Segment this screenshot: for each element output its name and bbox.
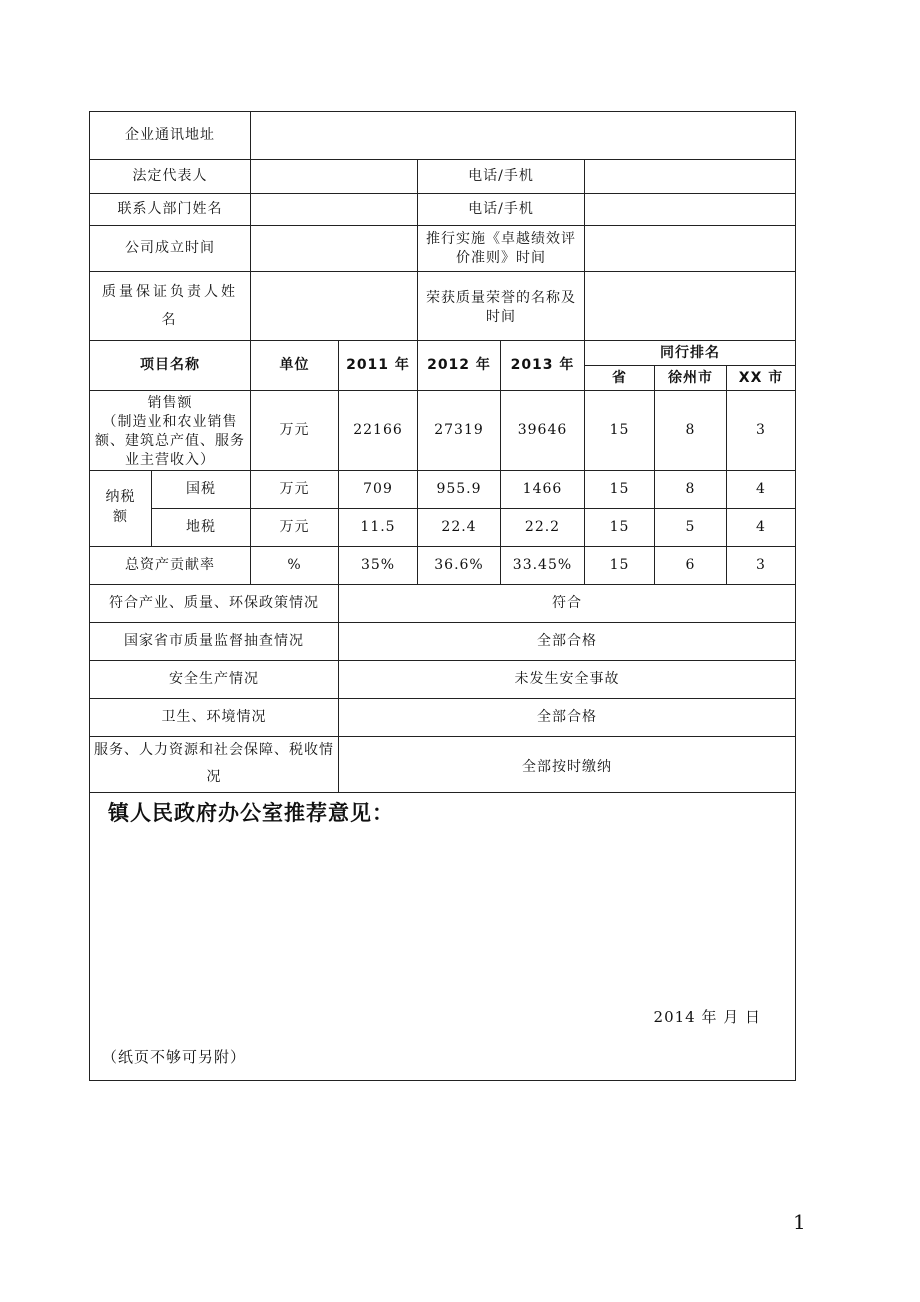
compliance-value-safety: 未发生安全事故 bbox=[339, 660, 796, 698]
xx-city-header: XX 市 bbox=[727, 366, 796, 391]
opinion-date: 2014 年 月 日 bbox=[653, 1007, 762, 1026]
asset-rate-rank-xuzhou: 6 bbox=[655, 546, 727, 584]
unit-header: 单位 bbox=[251, 341, 339, 391]
contact-label: 联系人部门姓名 bbox=[90, 194, 251, 226]
asset-rate-rank-province: 15 bbox=[585, 546, 655, 584]
quality-person-value-cell[interactable] bbox=[251, 272, 418, 341]
xuzhou-header: 徐州市 bbox=[655, 366, 727, 391]
founded-value-cell[interactable] bbox=[251, 226, 418, 272]
year-2012-header: 2012 年 bbox=[418, 341, 501, 391]
compliance-value-hygiene: 全部合格 bbox=[339, 698, 796, 736]
legal-rep-row bbox=[90, 160, 796, 194]
honor-label: 荣获质量荣誉的名称及时间 bbox=[418, 272, 585, 341]
sales-rank-province: 15 bbox=[585, 391, 655, 471]
honor-value-cell[interactable] bbox=[585, 272, 796, 341]
application-form-table bbox=[89, 111, 796, 1081]
opinion-note: （纸页不够可另附） bbox=[102, 1047, 247, 1066]
sales-rank-xuzhou: 8 bbox=[655, 391, 727, 471]
compliance-row-safety bbox=[90, 660, 796, 698]
compliance-row-policy bbox=[90, 584, 796, 622]
national-tax-rank-xx: 4 bbox=[727, 470, 796, 508]
compliance-value-policy: 符合 bbox=[339, 584, 796, 622]
national-tax-2012: 955.9 bbox=[418, 470, 501, 508]
stats-header-row bbox=[90, 341, 796, 366]
asset-rate-2011: 35% bbox=[339, 546, 418, 584]
sales-2012: 27319 bbox=[418, 391, 501, 471]
compliance-label-service: 服务、人力资源和社会保障、税收情况 bbox=[90, 736, 339, 792]
address-row bbox=[90, 112, 796, 160]
compliance-label-inspection: 国家省市质量监督抽查情况 bbox=[90, 622, 339, 660]
compliance-label-safety: 安全生产情况 bbox=[90, 660, 339, 698]
national-tax-rank-xuzhou: 8 bbox=[655, 470, 727, 508]
address-value-cell[interactable] bbox=[251, 112, 796, 160]
sales-2011: 22166 bbox=[339, 391, 418, 471]
asset-rate-label: 总资产贡献率 bbox=[90, 546, 251, 584]
sales-unit: 万元 bbox=[251, 391, 339, 471]
sales-label-sub: （制造业和农业销售额、建筑总产值、服务业主营收入） bbox=[95, 413, 245, 468]
national-tax-unit: 万元 bbox=[251, 470, 339, 508]
national-tax-rank-province: 15 bbox=[585, 470, 655, 508]
local-tax-row bbox=[90, 508, 796, 546]
compliance-value-service: 全部按时缴纳 bbox=[339, 736, 796, 792]
founded-label: 公司成立时间 bbox=[90, 226, 251, 272]
phone-value-cell-1[interactable] bbox=[585, 160, 796, 194]
local-tax-rank-province: 15 bbox=[585, 508, 655, 546]
compliance-row-service bbox=[90, 736, 796, 792]
year-2013-header: 2013 年 bbox=[501, 341, 585, 391]
sales-2013: 39646 bbox=[501, 391, 585, 471]
asset-rate-rank-xx: 3 bbox=[727, 546, 796, 584]
opinion-title: 镇人民政府办公室推荐意见： bbox=[108, 800, 394, 825]
opinion-cell[interactable] bbox=[90, 792, 796, 1080]
quality-person-label: 质量保证负责人姓名 bbox=[90, 272, 251, 341]
compliance-label-hygiene: 卫生、环境情况 bbox=[90, 698, 339, 736]
national-tax-2011: 709 bbox=[339, 470, 418, 508]
excellence-label: 推行实施《卓越绩效评价准则》时间 bbox=[418, 226, 585, 272]
tax-group-label: 纳税额 bbox=[90, 470, 152, 546]
founded-row bbox=[90, 226, 796, 272]
year-2011-header: 2011 年 bbox=[339, 341, 418, 391]
compliance-value-inspection: 全部合格 bbox=[339, 622, 796, 660]
excellence-value-cell[interactable] bbox=[585, 226, 796, 272]
national-tax-2013: 1466 bbox=[501, 470, 585, 508]
phone-value-cell-2[interactable] bbox=[585, 194, 796, 226]
national-tax-label: 国税 bbox=[152, 470, 251, 508]
contact-value-cell[interactable] bbox=[251, 194, 418, 226]
local-tax-2012: 22.4 bbox=[418, 508, 501, 546]
local-tax-rank-xx: 4 bbox=[727, 508, 796, 546]
legal-rep-value-cell[interactable] bbox=[251, 160, 418, 194]
local-tax-2013: 22.2 bbox=[501, 508, 585, 546]
asset-rate-2012: 36.6% bbox=[418, 546, 501, 584]
asset-rate-row bbox=[90, 546, 796, 584]
sales-label bbox=[90, 391, 251, 471]
sales-row bbox=[90, 391, 796, 471]
national-tax-row bbox=[90, 470, 796, 508]
phone-label-2: 电话/手机 bbox=[418, 194, 585, 226]
sales-rank-xx: 3 bbox=[727, 391, 796, 471]
asset-rate-2013: 33.45% bbox=[501, 546, 585, 584]
item-name-header: 项目名称 bbox=[90, 341, 251, 391]
asset-rate-unit: % bbox=[251, 546, 339, 584]
compliance-row-inspection bbox=[90, 622, 796, 660]
phone-label-1: 电话/手机 bbox=[418, 160, 585, 194]
province-header: 省 bbox=[585, 366, 655, 391]
compliance-row-hygiene bbox=[90, 698, 796, 736]
legal-rep-label: 法定代表人 bbox=[90, 160, 251, 194]
quality-row bbox=[90, 272, 796, 341]
opinion-row bbox=[90, 792, 796, 1080]
ranking-header: 同行排名 bbox=[585, 341, 796, 366]
sales-label-main: 销售额 bbox=[147, 395, 193, 411]
local-tax-label: 地税 bbox=[152, 508, 251, 546]
contact-row bbox=[90, 194, 796, 226]
page-number: 1 bbox=[793, 1210, 806, 1234]
address-label: 企业通讯地址 bbox=[90, 112, 251, 160]
local-tax-unit: 万元 bbox=[251, 508, 339, 546]
local-tax-rank-xuzhou: 5 bbox=[655, 508, 727, 546]
local-tax-2011: 11.5 bbox=[339, 508, 418, 546]
compliance-label-policy: 符合产业、质量、环保政策情况 bbox=[90, 584, 339, 622]
